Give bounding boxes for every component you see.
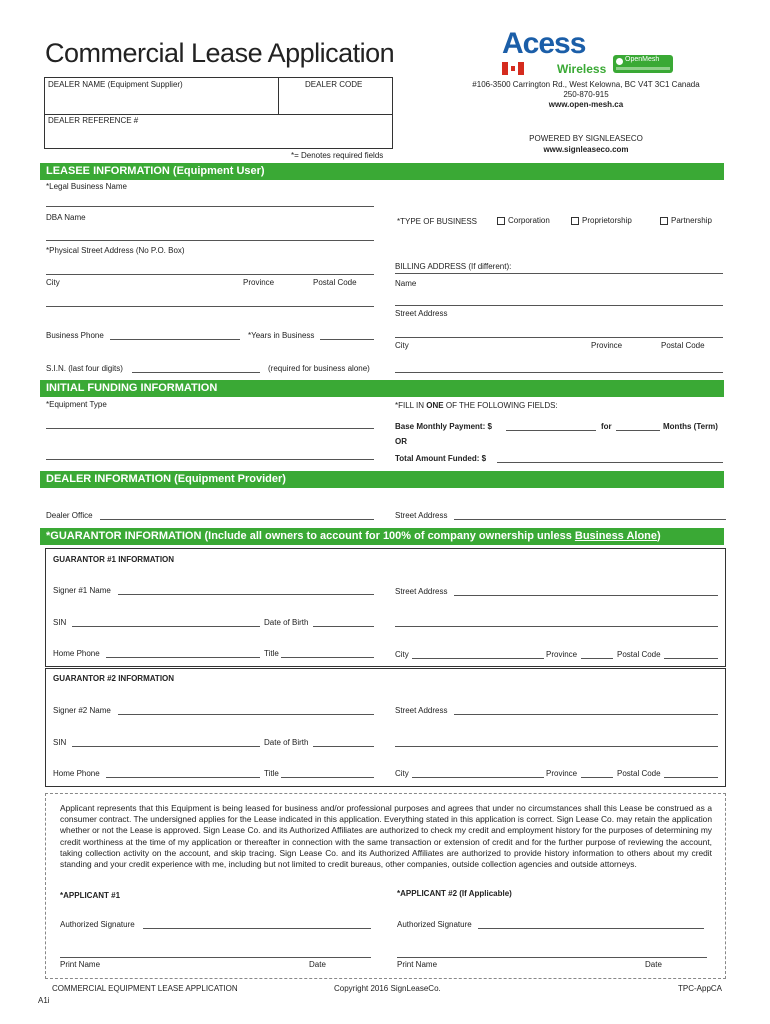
billing-postal-label: Postal Code xyxy=(661,341,705,350)
company-logo xyxy=(500,27,680,77)
g1-dob-field[interactable] xyxy=(313,626,374,627)
type-of-business-label: *TYPE OF BUSINESS xyxy=(397,217,478,226)
applicant-2-label: *APPLICANT #2 (If Applicable) xyxy=(397,889,512,898)
g1-dob-label: Date of Birth xyxy=(264,618,309,627)
guarantor-section-header: *GUARANTOR INFORMATION (Include all owners to account for 100% of company ownership unless Business Alone) xyxy=(40,528,724,545)
checkbox-icon xyxy=(660,217,668,225)
fill-one-label: *FILL IN ONE OF THE FOLLOWING FIELDS: xyxy=(395,401,558,410)
for-label: for xyxy=(601,422,612,431)
equipment-type-field-2[interactable] xyxy=(46,459,374,460)
total-funded-field[interactable] xyxy=(497,462,723,463)
auth-sig-1-field[interactable] xyxy=(143,928,371,929)
equipment-type-field-1[interactable] xyxy=(46,428,374,429)
canada-flag-icon xyxy=(502,62,524,75)
dealer-name-label: DEALER NAME (Equipment Supplier) xyxy=(48,80,183,89)
auth-sig-2-field[interactable] xyxy=(478,928,704,929)
auth-sig-2-label: Authorized Signature xyxy=(397,920,472,929)
dba-field[interactable] xyxy=(46,240,374,241)
company-website[interactable]: www.open-mesh.ca xyxy=(548,100,624,109)
g2-street-field-2[interactable] xyxy=(395,746,718,747)
g1-title-label: Title xyxy=(264,649,279,658)
dealer-reference-label: DEALER REFERENCE # xyxy=(48,116,139,125)
page-title: Commercial Lease Application xyxy=(45,38,395,68)
dealer-office-field[interactable] xyxy=(100,519,374,520)
g2-dob-field[interactable] xyxy=(313,746,374,747)
g1-title-field[interactable] xyxy=(281,657,374,658)
years-label: *Years in Business xyxy=(248,331,315,340)
footer-right: TPC-AppCA xyxy=(678,984,723,993)
g2-province-field[interactable] xyxy=(581,777,613,778)
dealer-street-field[interactable] xyxy=(454,519,726,520)
g2-city-label: City xyxy=(395,769,409,778)
street-field[interactable] xyxy=(46,274,374,275)
signer-1-label: Signer #1 Name xyxy=(53,586,111,595)
g2-province-label: Province xyxy=(546,769,578,778)
g1-city-label: City xyxy=(395,650,409,659)
billing-name-label: Name xyxy=(395,279,417,288)
billing-name-field[interactable] xyxy=(395,305,723,306)
billing-city-field[interactable] xyxy=(395,372,723,373)
sin-note: (required for business alone) xyxy=(268,364,370,373)
billing-street-field[interactable] xyxy=(395,337,723,338)
footer-sub: A1i xyxy=(38,996,50,1005)
g1-street-label: Street Address xyxy=(395,587,448,596)
dealer-code-label: DEALER CODE xyxy=(305,80,363,89)
company-address: #106-3500 Carrington Rd., West Kelowna, BC V4T 3C1 Canada xyxy=(472,80,700,89)
or-label: OR xyxy=(395,437,407,446)
print-name-2-label: Print Name xyxy=(397,960,438,969)
g1-street-field[interactable] xyxy=(454,595,718,596)
business-phone-label: Business Phone xyxy=(46,331,104,340)
base-payment-field[interactable] xyxy=(506,430,596,431)
g1-home-phone-field[interactable] xyxy=(106,657,260,658)
proprietorship-checkbox[interactable]: Proprietorship xyxy=(571,216,632,225)
g2-postal-field[interactable] xyxy=(664,777,718,778)
billing-street-label: Street Address xyxy=(395,309,448,318)
months-label: Months (Term) xyxy=(663,422,718,431)
date-1-label: Date xyxy=(309,960,326,969)
applicant-1-label: *APPLICANT #1 xyxy=(60,891,121,900)
dealer-office-label: Dealer Office xyxy=(46,511,93,520)
province-label: Province xyxy=(243,278,275,287)
equipment-type-label: *Equipment Type xyxy=(46,400,107,409)
logo-badge xyxy=(613,55,673,73)
business-phone-field[interactable] xyxy=(110,339,240,340)
billing-label: BILLING ADDRESS (If different): xyxy=(395,262,512,271)
lessee-section-header: LEASEE INFORMATION (Equipment User) xyxy=(40,163,724,180)
g2-street-label: Street Address xyxy=(395,706,448,715)
g2-title-label: Title xyxy=(264,769,279,778)
dealer-street-label: Street Address xyxy=(395,511,448,520)
legal-name-label: *Legal Business Name xyxy=(46,182,127,191)
billing-city-label: City xyxy=(395,341,409,350)
logo-text: Acess xyxy=(502,27,586,60)
street-label: *Physical Street Address (No P.O. Box) xyxy=(46,246,185,255)
logo-badge-text: OpenMesh xyxy=(625,56,660,63)
terms-text: Applicant represents that this Equipment is being leased for business and/or professional purposes and agrees that under no circumstances shall this Lease be construed as a consumer contract. The undersigned applies for the Lease indicated in this application. Everything stated in this application is correct. Sign Lease Co. may retain the application whether or not the Lease is approved. Sign Lease Co. and its Authorized Affiliates are authorized to check my credit and employment history for the purposes of determining my credit worthiness at the time of my application or thereafter in connection with the same transaction or extension of credit and for the further purpose of reviewing the account, taking collection activity on the account, and skip tracing. Sign Lease Co. and its Authorized Affiliates are authorized to provide history information to others about my credit standing and your credit experience with me, including but not limited to credit bureaus, other companies, outside collection agencies and outside attorneys. xyxy=(60,803,712,870)
g1-province-field[interactable] xyxy=(581,658,613,659)
signer-1-field[interactable] xyxy=(118,594,374,595)
auth-sig-1-label: Authorized Signature xyxy=(60,920,135,929)
g2-city-field[interactable] xyxy=(412,777,544,778)
sin-label: S.I.N. (last four digits) xyxy=(46,364,123,373)
legal-name-field[interactable] xyxy=(46,206,374,207)
term-field[interactable] xyxy=(616,430,660,431)
powered-by: POWERED BY SIGNLEASECO xyxy=(529,134,643,143)
city-field[interactable] xyxy=(46,306,374,307)
billing-line xyxy=(395,273,723,274)
required-note: *= Denotes required fields xyxy=(291,151,384,160)
dba-label: DBA Name xyxy=(46,213,86,222)
footer-center: Copyright 2016 SignLeaseCo. xyxy=(334,984,441,993)
city-label: City xyxy=(46,278,60,287)
print-name-1-field[interactable] xyxy=(60,957,371,958)
signer-2-label: Signer #2 Name xyxy=(53,706,111,715)
guarantor-1-title: GUARANTOR #1 INFORMATION xyxy=(53,555,175,564)
g1-city-field[interactable] xyxy=(412,658,544,659)
g2-home-phone-field[interactable] xyxy=(106,777,260,778)
dealer-box-divider xyxy=(278,77,279,115)
corporation-checkbox[interactable]: Corporation xyxy=(497,216,550,225)
partnership-checkbox[interactable]: Partnership xyxy=(660,216,712,225)
powered-site[interactable]: www.signleaseco.com xyxy=(543,145,629,154)
g1-sin-label: SIN xyxy=(53,618,67,627)
footer-left: COMMERCIAL EQUIPMENT LEASE APPLICATION xyxy=(52,984,238,993)
g2-title-field[interactable] xyxy=(281,777,374,778)
total-funded-label: Total Amount Funded: $ xyxy=(395,454,487,463)
company-phone: 250-870-915 xyxy=(563,90,609,99)
years-field[interactable] xyxy=(320,339,374,340)
g2-home-phone-label: Home Phone xyxy=(53,769,100,778)
g1-sin-field[interactable] xyxy=(72,626,260,627)
logo-sub: Wireless xyxy=(557,62,607,76)
checkbox-icon xyxy=(571,217,579,225)
dealer-section-header: DEALER INFORMATION (Equipment Provider) xyxy=(40,471,724,488)
date-2-label: Date xyxy=(645,960,662,969)
g1-postal-label: Postal Code xyxy=(617,650,661,659)
g1-street-field-2[interactable] xyxy=(395,626,718,627)
g2-postal-label: Postal Code xyxy=(617,769,661,778)
checkbox-icon xyxy=(497,217,505,225)
g2-dob-label: Date of Birth xyxy=(264,738,309,747)
g2-sin-label: SIN xyxy=(53,738,67,747)
billing-province-label: Province xyxy=(591,341,623,350)
print-name-2-field[interactable] xyxy=(397,957,707,958)
g1-home-phone-label: Home Phone xyxy=(53,649,100,658)
g1-province-label: Province xyxy=(546,650,578,659)
sin-field[interactable] xyxy=(132,372,260,373)
print-name-1-label: Print Name xyxy=(60,960,101,969)
g1-postal-field[interactable] xyxy=(664,658,718,659)
postal-label: Postal Code xyxy=(313,278,357,287)
signer-2-field[interactable] xyxy=(118,714,374,715)
guarantor-2-title: GUARANTOR #2 INFORMATION xyxy=(53,674,175,683)
funding-section-header: INITIAL FUNDING INFORMATION xyxy=(40,380,724,397)
g2-sin-field[interactable] xyxy=(72,746,260,747)
g2-street-field[interactable] xyxy=(454,714,718,715)
base-payment-label: Base Monthly Payment: $ xyxy=(395,422,492,431)
